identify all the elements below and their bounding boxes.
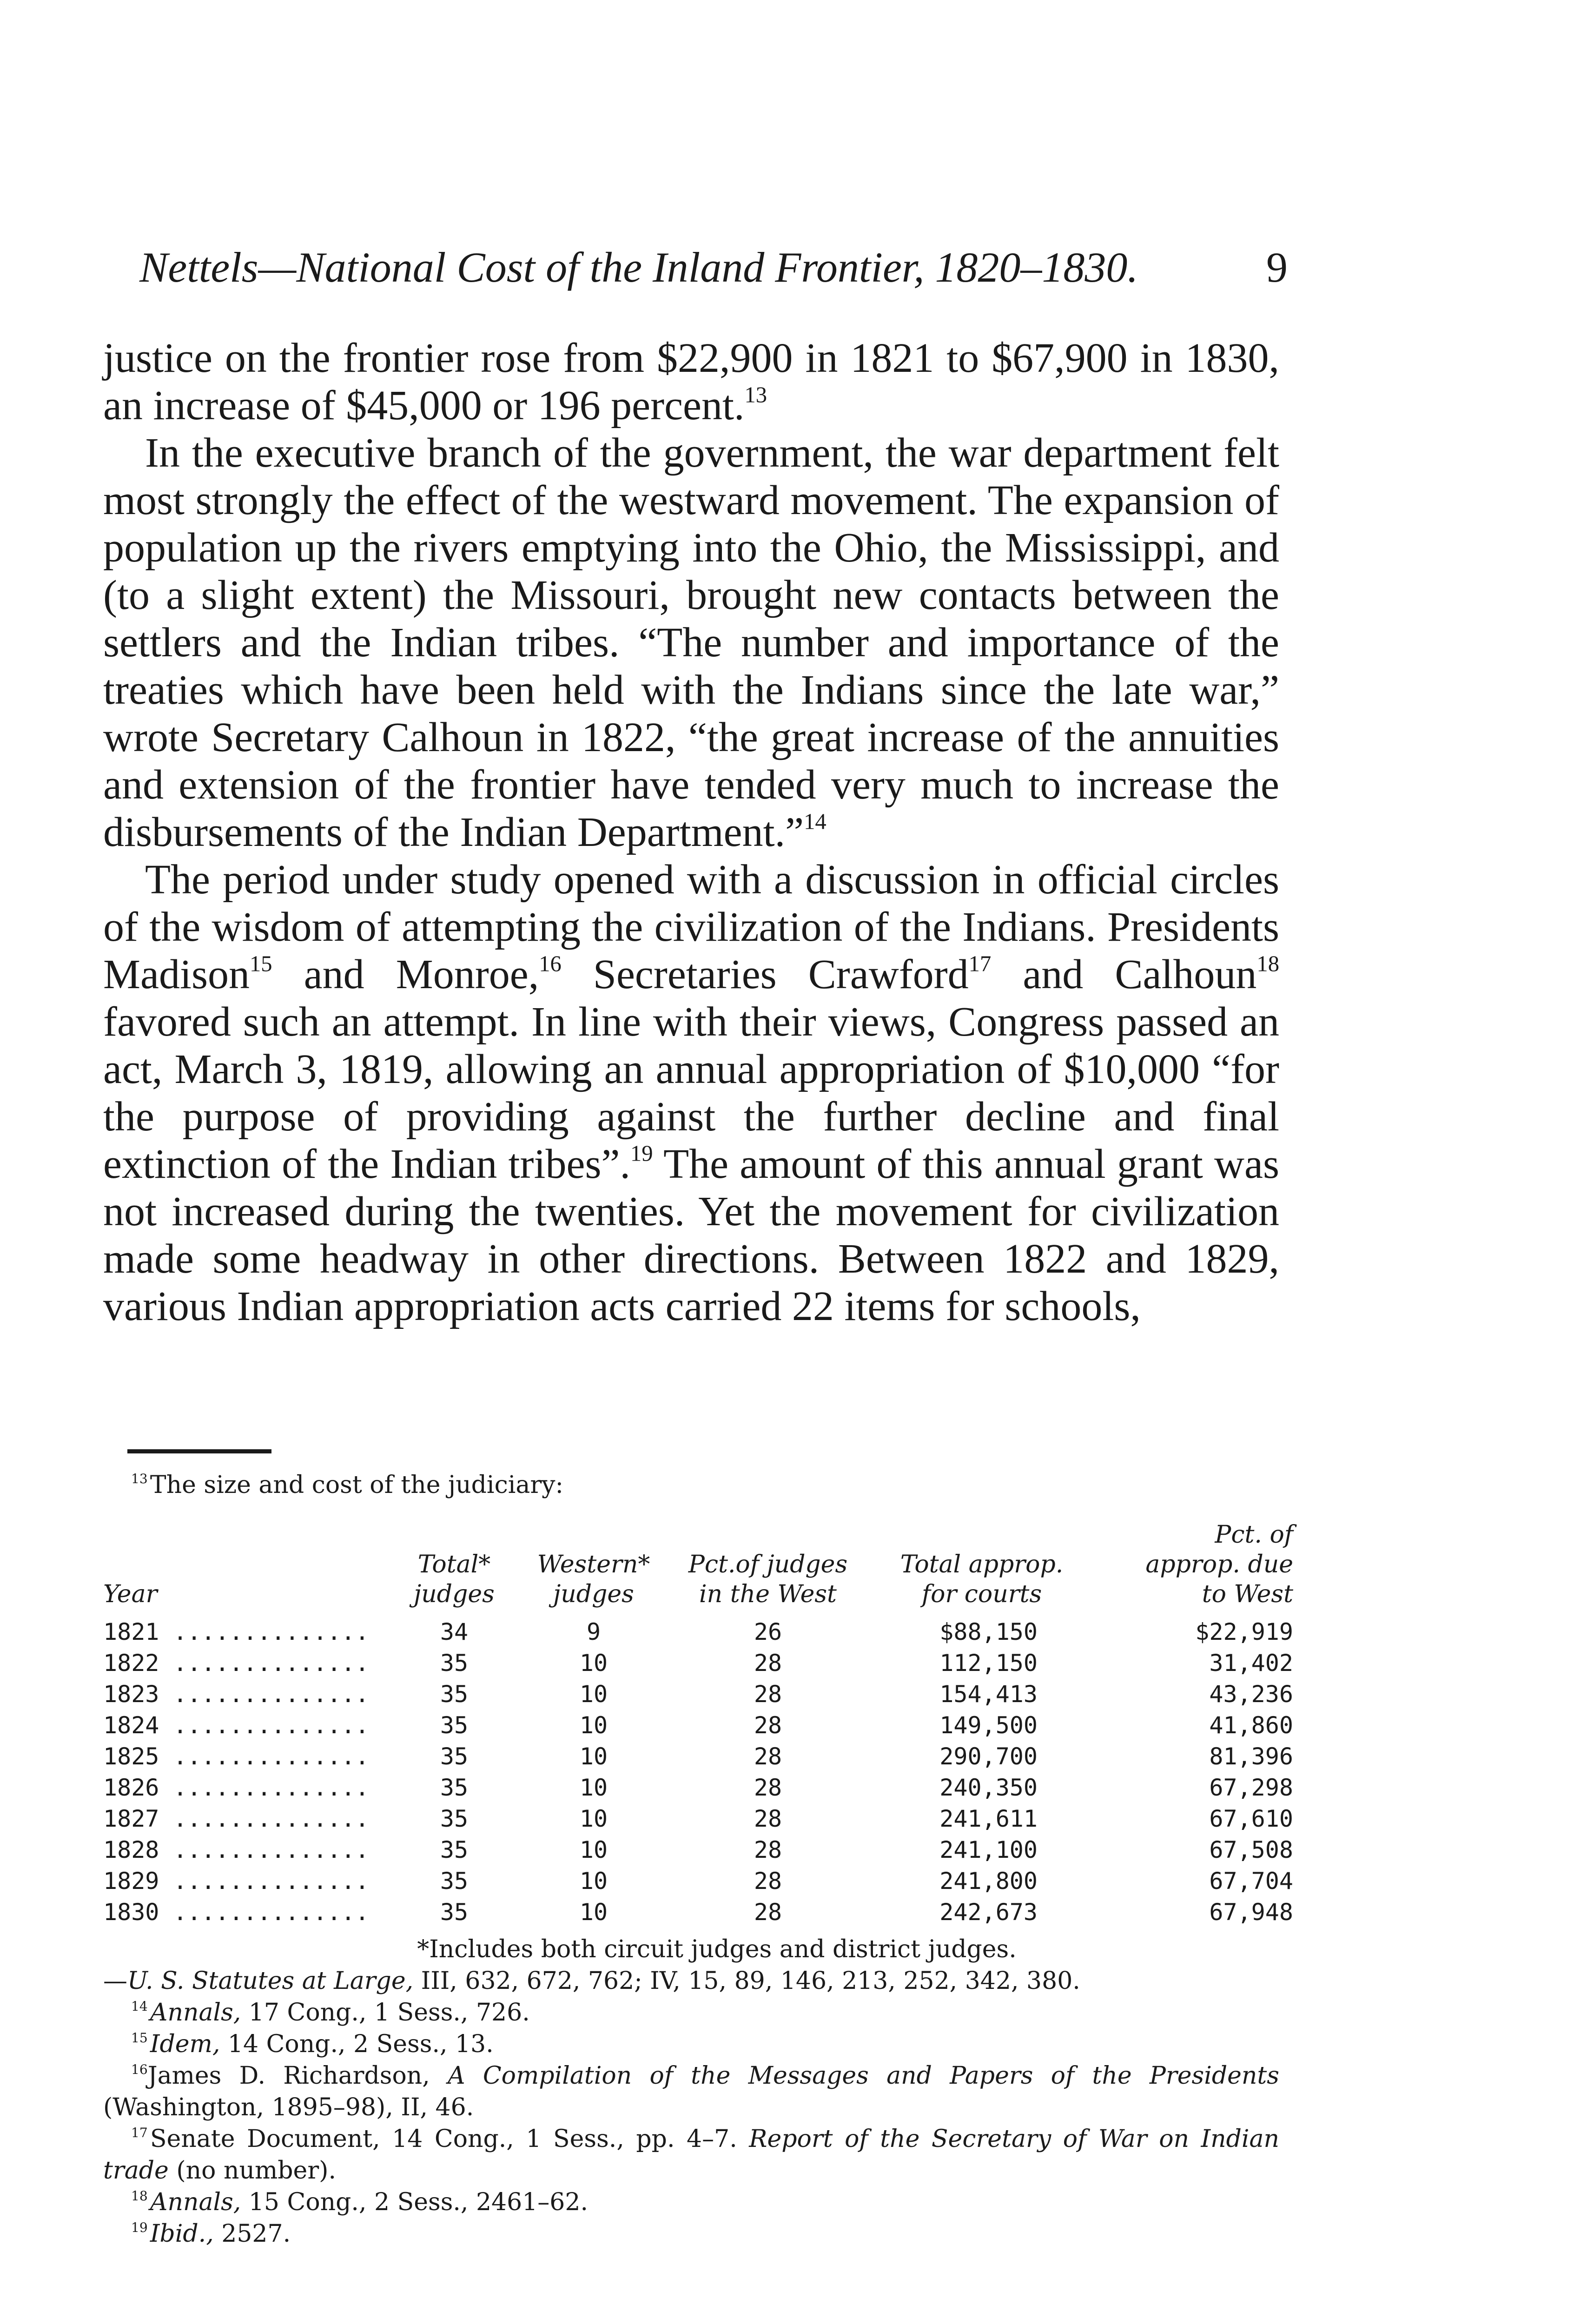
header-pct-approp: Pct. of approp. due to West bbox=[1145, 1521, 1293, 1608]
cell-due: 67,508 bbox=[1209, 1836, 1293, 1863]
footnote-ref-15: 15 bbox=[250, 951, 272, 977]
footnote-rule bbox=[127, 1449, 271, 1453]
cell-approp: 242,673 bbox=[939, 1899, 1038, 1926]
cell-total: 35 bbox=[440, 1774, 469, 1801]
footnote-number: 13 bbox=[131, 1471, 148, 1486]
table-note: *Includes both circuit judges and district judges. bbox=[417, 1935, 1017, 1963]
cell-due: 67,704 bbox=[1209, 1868, 1293, 1895]
cell-pct: 28 bbox=[754, 1774, 782, 1801]
cell-year: 1828 .............. bbox=[103, 1836, 369, 1863]
cell-year: 1823 .............. bbox=[103, 1681, 369, 1708]
table-row bbox=[103, 1710, 1293, 1741]
cell-year: 1826 .............. bbox=[103, 1774, 369, 1801]
footnote-19: $^{19}$ Ibid., 2527. bbox=[131, 2219, 291, 2248]
cell-year: 1829 .............. bbox=[103, 1868, 369, 1895]
cell-western: 10 bbox=[579, 1868, 608, 1895]
cell-total: 35 bbox=[440, 1899, 469, 1926]
cell-pct: 28 bbox=[754, 1805, 782, 1832]
cell-pct: 26 bbox=[754, 1618, 782, 1645]
cell-total: 34 bbox=[440, 1618, 469, 1645]
cell-western: 10 bbox=[579, 1805, 608, 1832]
cell-due: 43,236 bbox=[1209, 1681, 1293, 1708]
cell-year: 1827 .............. bbox=[103, 1805, 369, 1832]
cell-western: 10 bbox=[579, 1899, 608, 1926]
cell-due: 31,402 bbox=[1209, 1650, 1293, 1677]
footnote-15: $^{15}$ Idem, 14 Cong., 2 Sess., 13. bbox=[131, 2030, 494, 2058]
footnote-ref-17: 17 bbox=[968, 951, 992, 977]
footnote-14: $^{14}$ Annals, 17 Cong., 1 Sess., 726. bbox=[131, 1998, 530, 2027]
cell-western: 10 bbox=[579, 1836, 608, 1863]
footnote-ref-16: 16 bbox=[539, 951, 562, 977]
cell-year: 1830 .............. bbox=[103, 1899, 369, 1926]
cell-western: 10 bbox=[579, 1743, 608, 1770]
cell-due: 67,298 bbox=[1209, 1774, 1293, 1801]
cell-due: 67,610 bbox=[1209, 1805, 1293, 1832]
paragraph-3: The period under study opened with a discussion in official circles of the wisdom of attempting the civilization of the Indians. Presidents Madison$^{15}$ and Monroe,$^{16}$ Secretaries Crawford$^{17}$ and Calhoun$^{18}$ favored such an attempt. In line with their views, Congress passed an act, March 3, 1819, allowing an annual appropriation of $10,000 “for the purpose of providing against the further decline and final extinction of the Indian tribes”.$^{19}$ The amount of this annual grant was not increased during the twenties. Yet the movement for civilization made some headway in other directions. Between 1822 and 1829, various Indian appropriation acts carried 22 items for schools, bbox=[103, 857, 1280, 1329]
footnote-18: $^{18}$ Annals, 15 Cong., 2 Sess., 2461–62. bbox=[131, 2188, 588, 2216]
cell-total: 35 bbox=[440, 1805, 469, 1832]
cell-pct: 28 bbox=[754, 1836, 782, 1863]
table-row bbox=[103, 1835, 1293, 1866]
footnote-13-intro: $^{13}$ The size and cost of the judiciary: bbox=[131, 1471, 564, 1499]
table-row bbox=[103, 1617, 1293, 1648]
cell-due: $22,919 bbox=[1195, 1618, 1293, 1645]
cell-western: 10 bbox=[579, 1681, 608, 1708]
paragraph-2: In the executive branch of the government, the war department felt most strongly the effect of the westward movement. The expansion of population up the rivers emptying into the Ohio, the Mississippi, and (to a slight extent) the Missouri, brought new contacts between the settlers and the Indian tribes. “The number and importance of the treaties which have been held with the Indians since the late war,” wrote Secretary Calhoun in 1822, “the great increase of the annuities and extension of the frontier have tended very much to increase the disbursements of the Indian Department.”$^{14}$ bbox=[103, 430, 1279, 855]
footnotes bbox=[103, 1934, 1279, 2250]
cell-due: 41,860 bbox=[1209, 1712, 1293, 1739]
footnote-ref-19: 19 bbox=[630, 1141, 653, 1166]
cell-approp: 154,413 bbox=[939, 1681, 1038, 1708]
judiciary-table bbox=[103, 1520, 1293, 1928]
header-western-judges: Western* judges bbox=[537, 1551, 650, 1608]
table-row bbox=[103, 1772, 1293, 1803]
cell-total: 35 bbox=[440, 1868, 469, 1895]
header-year: Year bbox=[103, 1580, 158, 1608]
cell-pct: 28 bbox=[754, 1743, 782, 1770]
cell-total: 35 bbox=[440, 1681, 469, 1708]
statutes-source: —U. S. Statutes at Large, III, 632, 672, 762; IV, 15, 89, 146, 213, 252, 342, 380. bbox=[103, 1967, 1080, 1995]
cell-total: 35 bbox=[440, 1712, 469, 1739]
table-row bbox=[103, 1897, 1293, 1928]
cell-due: 67,948 bbox=[1209, 1899, 1293, 1926]
cell-western: 10 bbox=[579, 1712, 608, 1739]
header-total-approp: Total approp. for courts bbox=[900, 1551, 1064, 1608]
cell-approp: 241,100 bbox=[939, 1836, 1038, 1863]
page-number: 9 bbox=[1266, 244, 1288, 291]
cell-total: 35 bbox=[440, 1650, 469, 1677]
cell-western: 10 bbox=[579, 1650, 608, 1677]
table-row bbox=[103, 1741, 1293, 1772]
table-row bbox=[103, 1679, 1293, 1710]
cell-approp: 241,611 bbox=[939, 1805, 1038, 1832]
table-row bbox=[103, 1866, 1293, 1897]
cell-approp: 149,500 bbox=[939, 1712, 1038, 1739]
footnote-ref-18: 18 bbox=[1256, 951, 1279, 977]
cell-pct: 28 bbox=[754, 1650, 782, 1677]
cell-year: 1822 .............. bbox=[103, 1650, 369, 1677]
paragraph-1: justice on the frontier rose from $22,900 in 1821 to $67,900 in 1830, an increase of $45,000 or 196 percent.$^{13}$ bbox=[103, 335, 1279, 429]
cell-pct: 28 bbox=[754, 1712, 782, 1739]
cell-approp: 290,700 bbox=[939, 1743, 1038, 1770]
cell-pct: 28 bbox=[754, 1681, 782, 1708]
cell-approp: 241,800 bbox=[939, 1868, 1038, 1895]
header-pct-judges: Pct.of judges in the West bbox=[688, 1551, 848, 1608]
cell-pct: 28 bbox=[754, 1899, 782, 1926]
footnote-17: $^{17}$ Senate Document, 14 Cong., 1 Sess., pp. 4–7. Report of the Secretary of War on Indian trade (no number). bbox=[103, 2125, 1279, 2185]
cell-year: 1825 .............. bbox=[103, 1743, 369, 1770]
cell-western: 9 bbox=[586, 1618, 601, 1645]
footnote-16: $^{16}$James D. Richardson, A Compilation of the Messages and Papers of the Presidents (Washington, 1895–98), II, 46. bbox=[103, 2061, 1279, 2121]
body-text bbox=[103, 335, 1279, 1330]
cell-approp: 112,150 bbox=[939, 1650, 1038, 1677]
running-head bbox=[139, 242, 1288, 293]
cell-total: 35 bbox=[440, 1836, 469, 1863]
table-row bbox=[103, 1803, 1293, 1835]
header-total-judges: Total* judges bbox=[414, 1551, 495, 1608]
cell-approp: 240,350 bbox=[939, 1774, 1038, 1801]
cell-pct: 28 bbox=[754, 1868, 782, 1895]
cell-western: 10 bbox=[579, 1774, 608, 1801]
footnote-ref-13: 13 bbox=[744, 382, 767, 408]
cell-year: 1824 .............. bbox=[103, 1712, 369, 1739]
cell-approp: $88,150 bbox=[939, 1618, 1038, 1645]
running-head-title: Nettels—National Cost of the Inland Frontier, 1820–1830. bbox=[139, 244, 1138, 291]
cell-due: 81,396 bbox=[1209, 1743, 1293, 1770]
footnote-ref-14: 14 bbox=[804, 809, 827, 834]
table-header-row bbox=[103, 1520, 1293, 1617]
cell-total: 35 bbox=[440, 1743, 469, 1770]
table-row bbox=[103, 1648, 1293, 1679]
cell-year: 1821 .............. bbox=[103, 1618, 369, 1645]
